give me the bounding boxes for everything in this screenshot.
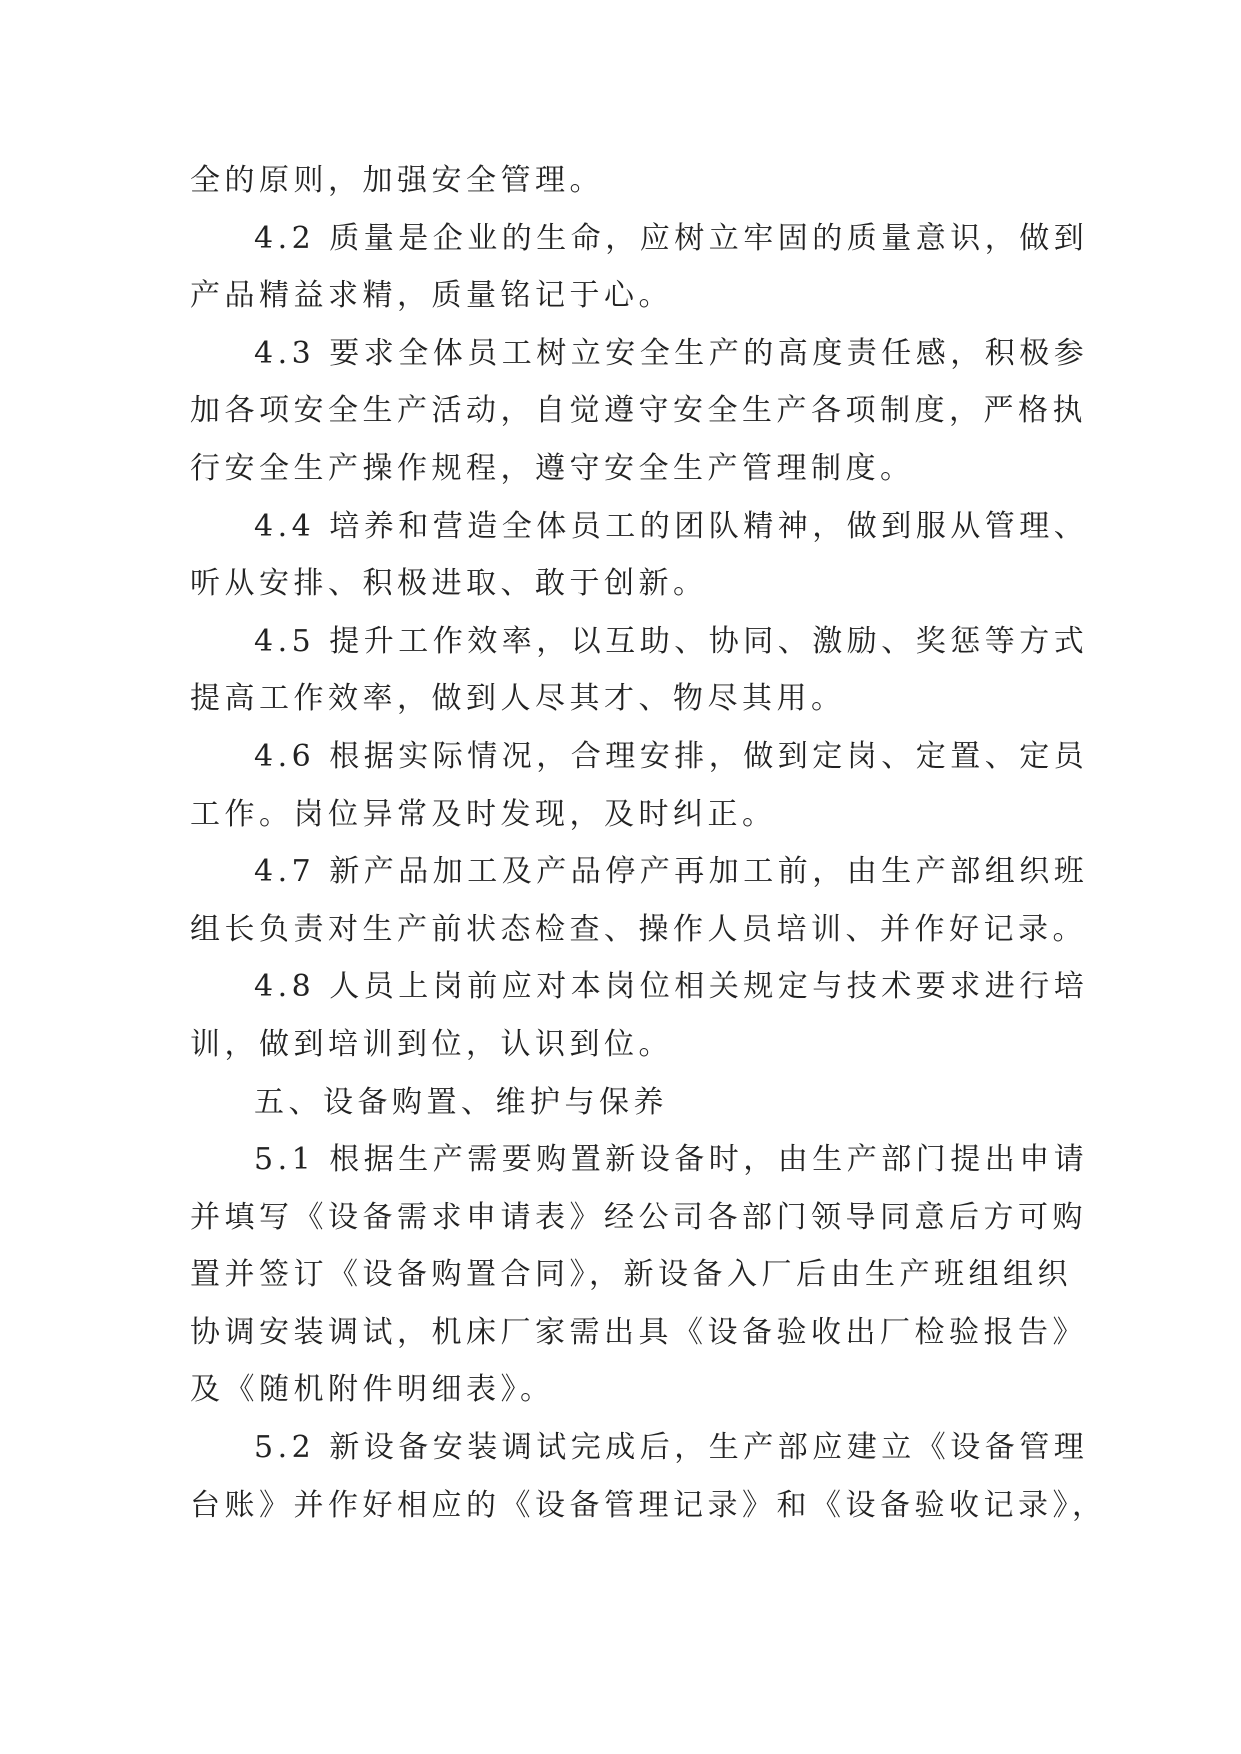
text-line: 5.1 根据生产需要购置新设备时，由生产部门提出申请 (254, 1142, 1089, 1178)
text-line: 加各项安全生产活动，自觉遵守安全生产各项制度，严格执 (190, 393, 1087, 429)
text-line: 听从安排、积极进取、敢于创新。 (190, 566, 708, 602)
text-line: 4.5 提升工作效率，以互助、协同、激励、奖惩等方式 (254, 623, 1089, 659)
text-line: 4.2 质量是企业的生命，应树立牢固的质量意识，做到 (254, 220, 1089, 256)
text-line: 训，做到培训到位，认识到位。 (190, 1026, 673, 1062)
document-body (190, 152, 1107, 1534)
text-line: 并填写《设备需求申请表》经公司各部门领导同意后方可购 (190, 1199, 1087, 1235)
text-line: 4.3 要求全体员工树立安全生产的高度责任感，积极参 (254, 335, 1089, 371)
text-line: 4.6 根据实际情况，合理安排，做到定岗、定置、定员 (254, 738, 1089, 774)
text-line: 台账》并作好相应的《设备管理记录》和《设备验收记录》， (190, 1487, 1107, 1523)
text-line: 及《随机附件明细表》。 (190, 1372, 555, 1408)
text-line: 工作。岗位异常及时发现，及时纠正。 (190, 796, 777, 832)
text-line: 4.4 培养和营造全体员工的团队精神，做到服从管理、 (254, 508, 1089, 544)
section-heading: 五、设备购置、维护与保养 (254, 1084, 668, 1120)
text-line: 产品精益求精，质量铭记于心。 (190, 278, 673, 314)
text-line: 提高工作效率，做到人尽其才、物尽其用。 (190, 681, 846, 717)
text-line: 4.8 人员上岗前应对本岗位相关规定与技术要求进行培 (254, 969, 1089, 1005)
text-line: 协调安装调试，机床厂家需出具《设备验收出厂检验报告》 (190, 1314, 1087, 1350)
text-line: 行安全生产操作规程，遵守安全生产管理制度。 (190, 450, 915, 486)
text-line: 全的原则，加强安全管理。 (190, 163, 604, 198)
text-line: 5.2 新设备安装调试完成后，生产部应建立《设备管理 (254, 1430, 1089, 1466)
text-line: 置并签订《设备购置合同》，新设备入厂后由生产班组组织 (190, 1257, 1072, 1293)
text-line: 4.7 新产品加工及产品停产再加工前，由生产部组织班 (254, 854, 1089, 890)
text-line: 组长负责对生产前状态检查、操作人员培训、并作好记录。 (190, 911, 1087, 947)
